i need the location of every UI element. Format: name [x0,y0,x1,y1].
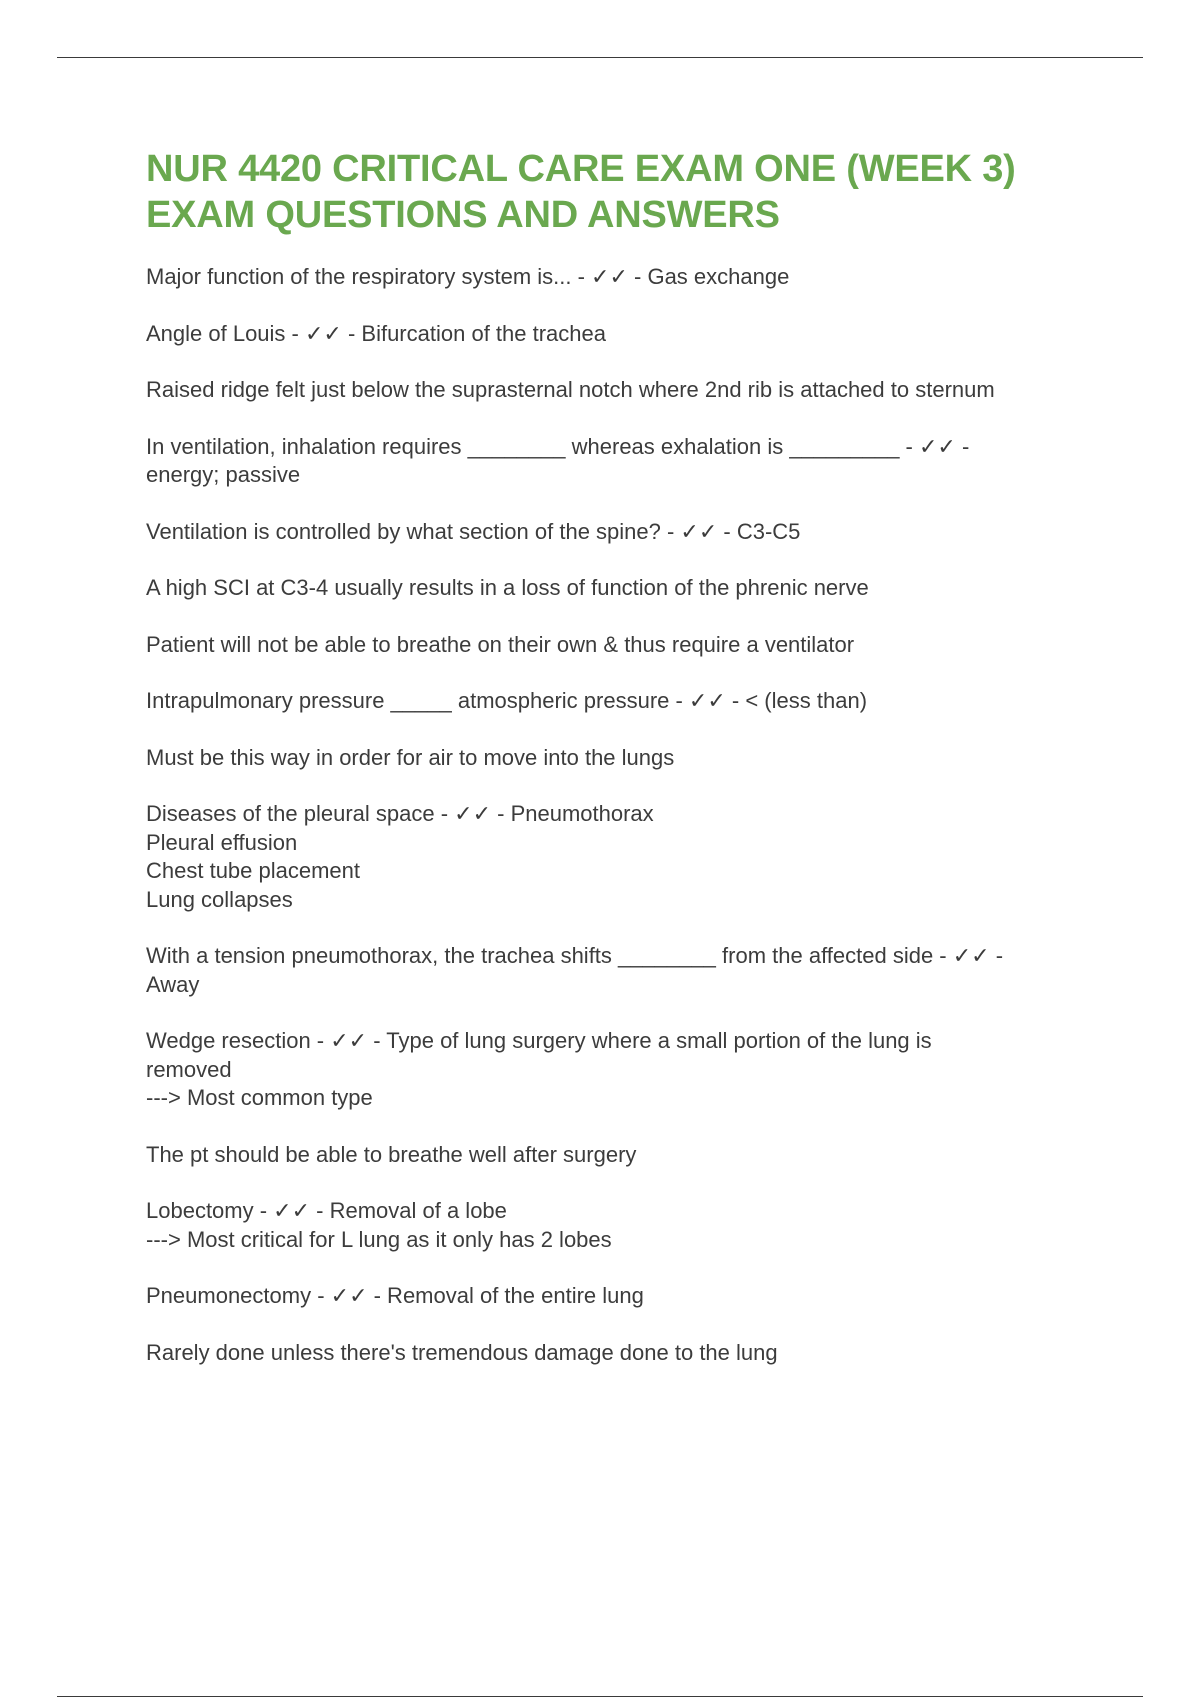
qa-paragraph: Major function of the respiratory system is... - ✓✓ - Gas exchange [146,264,790,289]
document-title: NUR 4420 CRITICAL CARE EXAM ONE (WEEK 3) EXAM QUESTIONS AND ANSWERS [146,148,1016,236]
qa-paragraph: In ventilation, inhalation requires ________ whereas exhalation is _________ - ✓✓ - energy; passive [146,433,970,487]
qa-paragraph: With a tension pneumothorax, the trachea shifts ________ from the affected side - ✓✓ - Away [146,943,1004,997]
qa-paragraph: A high SCI at C3-4 usually results in a loss of function of the phrenic nerve [146,575,869,600]
qa-paragraph: Patient will not be able to breathe on their own & thus require a ventilator [146,631,855,657]
qa-paragraph: Diseases of the pleural space - ✓✓ - Pneumothorax Pleural effusion Chest tube placement Lung collapses [146,801,654,912]
qa-paragraph: Pneumonectomy - ✓✓ - Removal of the entire lung [146,1283,644,1308]
qa-paragraph: Intrapulmonary pressure _____ atmospheric pressure - ✓✓ - < (less than) [146,688,868,713]
qa-paragraph: Raised ridge felt just below the suprasternal notch where 2nd rib is attached to sternum [146,377,995,402]
qa-paragraph: The pt should be able to breathe well after surgery [146,1141,637,1167]
document-body [146,146,1096,1395]
bottom-rule [57,1696,1143,1697]
qa-paragraph: Rarely done unless there's tremendous damage done to the lung [146,1339,778,1365]
qa-paragraph: Lobectomy - ✓✓ - Removal of a lobe ---> Most critical for L lung as it only has 2 lobes [146,1198,612,1252]
qa-paragraph: Angle of Louis - ✓✓ - Bifurcation of the trachea [146,320,606,346]
qa-paragraph: Wedge resection - ✓✓ - Type of lung surgery where a small portion of the lung is removed ---> Most common type [146,1028,932,1110]
top-rule [57,57,1143,58]
qa-paragraph: Ventilation is controlled by what section of the spine? - ✓✓ - C3-C5 [146,518,801,544]
qa-paragraph: Must be this way in order for air to move into the lungs [146,744,675,770]
